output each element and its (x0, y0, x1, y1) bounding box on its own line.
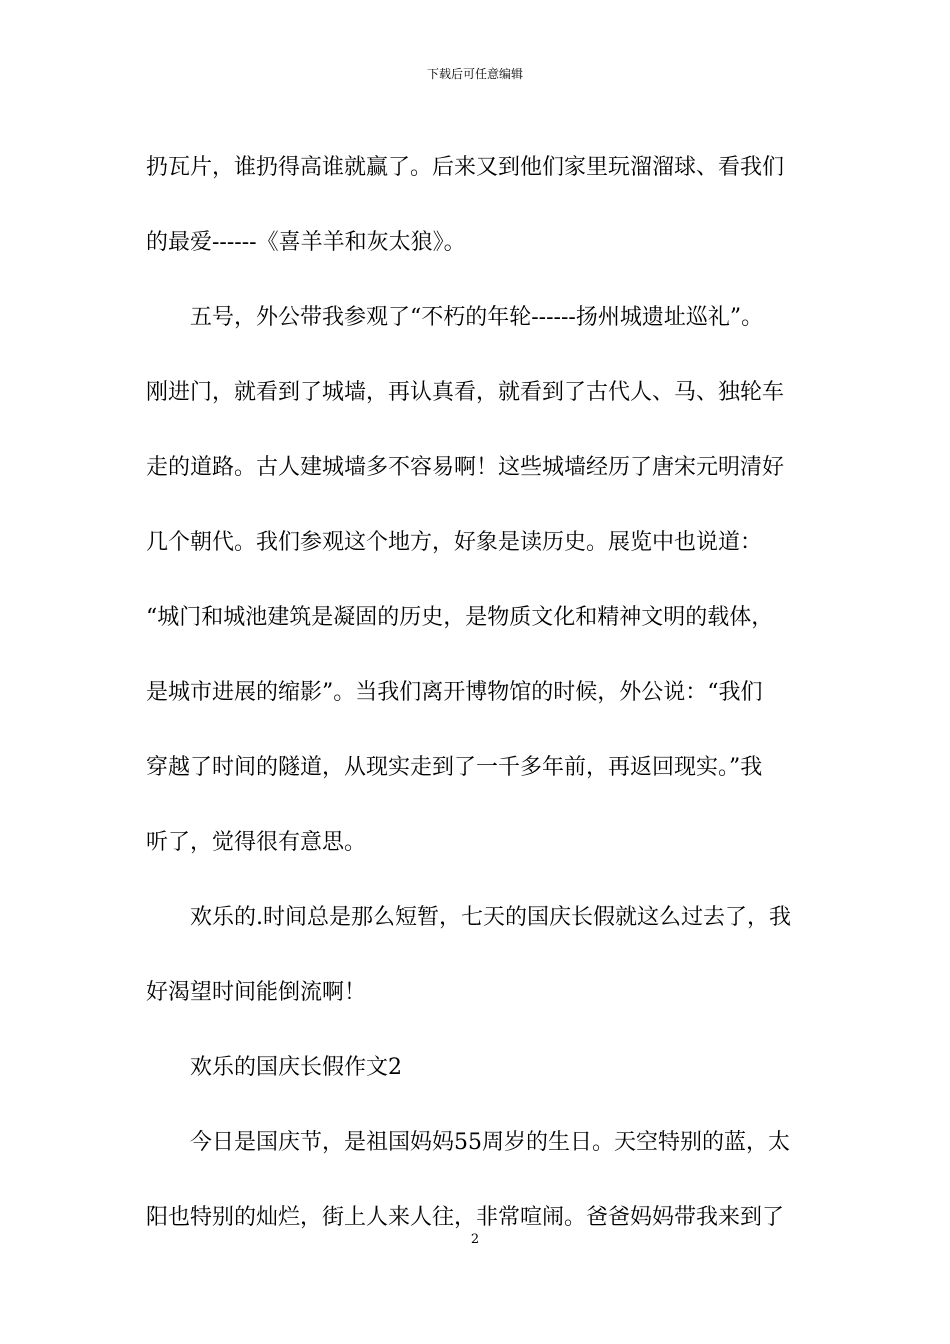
text-line: 阳也特别的灿烂，街上人来人往，非常喧闹。爸爸妈妈带我来到了 (146, 1205, 785, 1230)
text-line: “城门和城池建筑是凝固的历史，是物质文化和精神文明的载体， (146, 605, 774, 630)
text-line: 刚进门，就看到了城墙，再认真看，就看到了古代人、马、独轮车 (146, 380, 785, 405)
text-line: 听了，觉得很有意思。 (146, 830, 367, 855)
page-number: 2 (470, 1232, 480, 1247)
section-title: 欢乐的国庆长假作文2 (190, 1055, 402, 1080)
paragraph-start-line: 今日是国庆节，是祖国妈妈55周岁的生日。天空特别的蓝，太 (190, 1130, 790, 1155)
text-line: 几个朝代。我们参观这个地方，好象是读历史。展览中也说道： (146, 530, 763, 555)
text-line: 扔瓦片，谁扔得高谁就赢了。后来又到他们家里玩溜溜球、看我们 (146, 155, 785, 180)
text-line: 好渴望时间能倒流啊！ (146, 980, 367, 1005)
text-line: 的最爱------《喜羊羊和灰太狼》。 (146, 230, 466, 255)
text-line: 是城市进展的缩影”。当我们离开博物馆的时候，外公说：“我们 (146, 680, 763, 705)
text-line: 走的道路。古人建城墙多不容易啊！这些城墙经历了唐宋元明清好 (146, 455, 785, 480)
document-body (146, 130, 814, 1255)
page-header: 下载后可任意编辑 (426, 67, 523, 81)
text-line: 穿越了时间的隧道，从现实走到了一千多年前，再返回现实。”我 (146, 755, 763, 780)
paragraph-start-line: 五号，外公带我参观了“不朽的年轮------扬州城遗址巡礼”。 (190, 305, 764, 330)
paragraph-start-line: 欢乐的.时间总是那么短暂，七天的国庆长假就这么过去了，我 (190, 905, 791, 930)
